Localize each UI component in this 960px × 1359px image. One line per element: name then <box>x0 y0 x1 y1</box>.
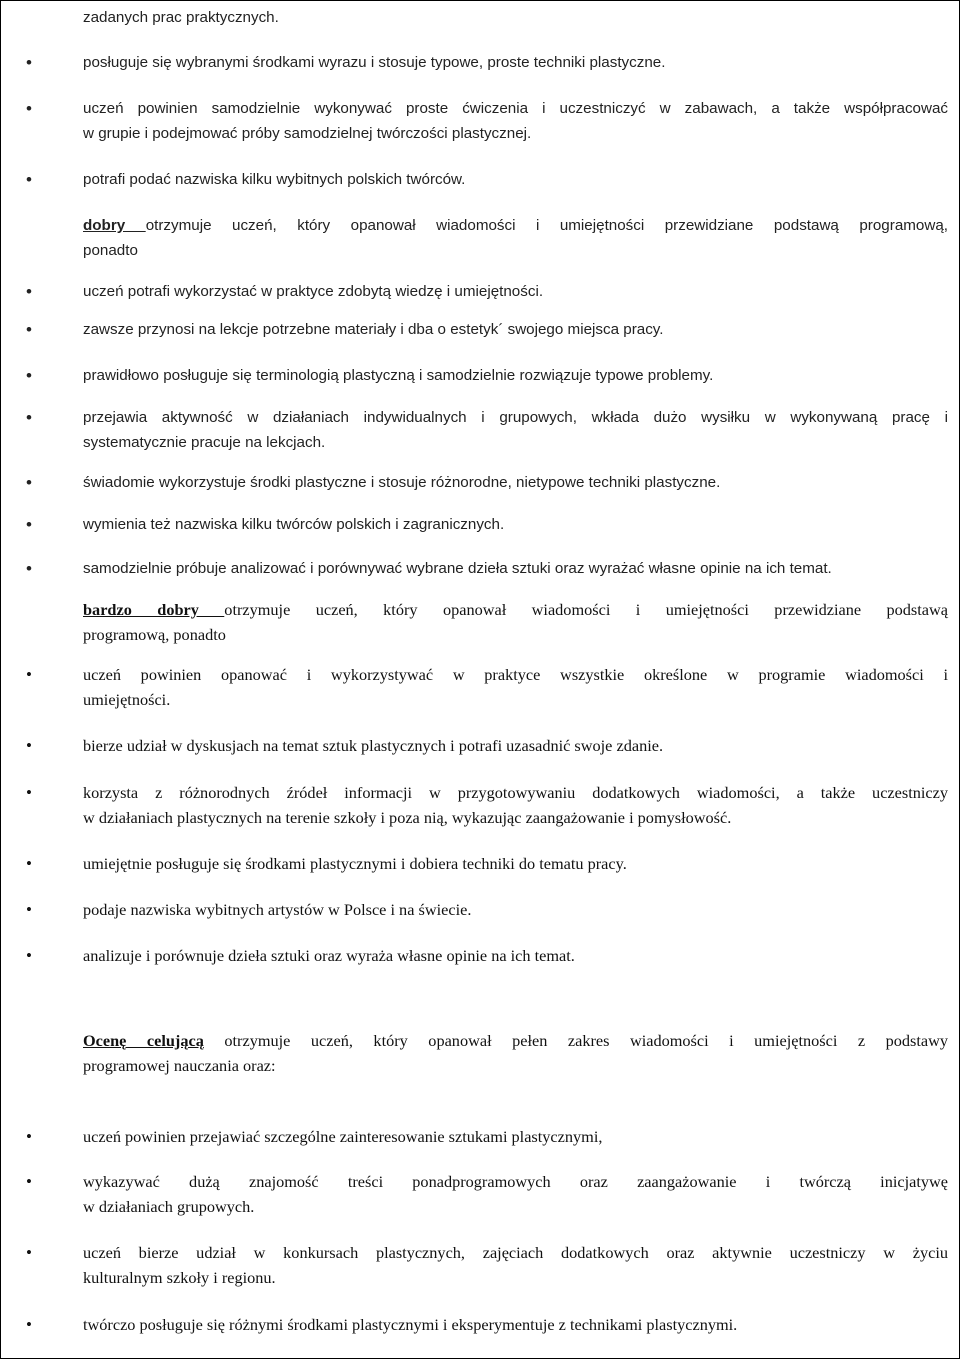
grade-description: otrzymuje uczeń, który opanował pełen zakres wiadomości i umiejętności z podstawy <box>203 1031 948 1050</box>
text-line: • korzysta z różnorodnych źródeł informacji w przygotowywaniu dodatkowych wiadomości, a także uczestniczy <box>83 783 948 802</box>
grade-description: otrzymuje uczeń, który opanował wiadomości i umiejętności przewidziane podstawą <box>224 600 948 619</box>
text-line: umiejętności. <box>83 689 171 709</box>
text-line: • potrafi podać nazwiska kilku wybitnych polskich twórców. <box>83 171 466 188</box>
bullet-list-item <box>83 318 948 343</box>
text-line: • uczeń powinien opanować i wykorzystywać w praktyce wszystkie określone w programie wiadomości i <box>83 665 948 684</box>
text-line: • posługuje się wybranymi środkami wyrazu i stosuje typowe, proste techniki plastyczne. <box>83 54 666 71</box>
grade-description-continued: ponadto <box>83 241 138 259</box>
text-line: kulturalnym szkoły i regionu. <box>83 1267 276 1287</box>
text-line: w działaniach plastycznych na terenie szkoły i poza nią, wykazując zaangażowanie i pomysłowość. <box>83 807 732 827</box>
text-line: w grupie i podejmować próby samodzielnej twórczości plastycznej. <box>83 124 532 142</box>
bullet-list-item <box>83 734 948 759</box>
bullet-list-item <box>83 898 948 923</box>
grade-criteria-paragraph <box>83 1029 948 1078</box>
grade-description-continued: programową, ponadto <box>83 624 226 644</box>
text-line: systematycznie pracuje na lekcjach. <box>83 433 326 451</box>
text-line: • uczeń powinien przejawiać szczególne zainteresowanie sztukami plastycznymi, <box>83 1127 603 1146</box>
text-line: • wykazywać dużą znajomość treści ponadprogramowych oraz zaangażowanie i twórczą inicjatywę <box>83 1172 948 1191</box>
text-line: • wymienia też nazwiska kilku twórców polskich i zagranicznych. <box>83 516 505 533</box>
text-line: zadanych prac praktycznych. <box>83 9 279 26</box>
bullet-list-item <box>83 852 948 877</box>
grade-name: Ocenę celującą <box>83 1031 204 1050</box>
bullet-list-item <box>83 471 948 496</box>
bullet-list-item <box>83 944 948 969</box>
text-line: • samodzielnie próbuje analizować i porównywać wybrane dzieła sztuki oraz wyrażać własne opinie na ich temat. <box>83 560 832 577</box>
text-line: • uczeń powinien samodzielnie wykonywać proste ćwiczenia i uczestniczyć w zabawach, a także współpracować <box>83 100 948 117</box>
bullet-list-item <box>83 1313 948 1338</box>
text-line: • przejawia aktywność w działaniach indywidualnych i grupowych, wkłada dużo wysiłku w wykonywaną pracę i <box>83 409 948 426</box>
text-line: • uczeń bierze udział w konkursach plastycznych, zajęciach dodatkowych oraz aktywnie uczestniczy w życiu <box>83 1243 948 1262</box>
text-line: • uczeń potrafi wykorzystać w praktyce zdobytą wiedzę i umiejętności. <box>83 283 544 300</box>
text-line: • umiejętnie posługuje się środkami plastycznymi i dobiera techniki do tematu pracy. <box>83 854 627 873</box>
text-line: • zawsze przynosi na lekcje potrzebne materiały i dba o estetyk´ swojego miejsca pracy. <box>83 321 664 338</box>
grade-criteria-paragraph <box>83 214 948 263</box>
bullet-list-item <box>83 364 948 389</box>
bullet-list-item <box>83 781 948 830</box>
bullet-list-item <box>83 1170 948 1219</box>
bullet-list-item <box>83 1125 948 1150</box>
bullet-list-item <box>83 168 948 193</box>
bullet-list-item <box>83 1241 948 1290</box>
bullet-list-item <box>83 97 948 146</box>
text-line: • twórczo posługuje się różnymi środkami plastycznymi i eksperymentuje z technikami plastycznymi. <box>83 1315 738 1334</box>
text-line: • prawidłowo posługuje się terminologią plastyczną i samodzielnie rozwiązuje typowe problemy. <box>83 367 714 384</box>
bullet-list-item <box>83 557 948 582</box>
bullet-list-item <box>83 280 948 305</box>
text-line: • bierze udział w dyskusjach na temat sztuk plastycznych i potrafi uzasadnić swoje zdanie. <box>83 736 664 755</box>
text-line: • podaje nazwiska wybitnych artystów w Polsce i na świecie. <box>83 900 472 919</box>
bullet-list-item <box>83 513 948 538</box>
grade-name: dobry <box>83 217 146 234</box>
bullet-list-item <box>83 51 948 76</box>
bullet-list-item <box>83 406 948 455</box>
grade-name: bardzo dobry <box>83 600 225 619</box>
text-line: • analizuje i porównuje dzieła sztuki oraz wyraża własne opinie na ich temat. <box>83 946 575 965</box>
grade-description-continued: programowej nauczania oraz: <box>83 1055 276 1075</box>
paragraph <box>83 6 948 31</box>
text-line: w działaniach grupowych. <box>83 1196 255 1216</box>
text-line: • świadomie wykorzystuje środki plastyczne i stosuje różnorodne, nietypowe techniki plastyczne. <box>83 474 721 491</box>
grade-description: otrzymuje uczeń, który opanował wiadomości i umiejętności przewidziane podstawą programową, <box>145 217 948 234</box>
bullet-list-item <box>83 663 948 712</box>
grade-criteria-paragraph <box>83 598 948 647</box>
